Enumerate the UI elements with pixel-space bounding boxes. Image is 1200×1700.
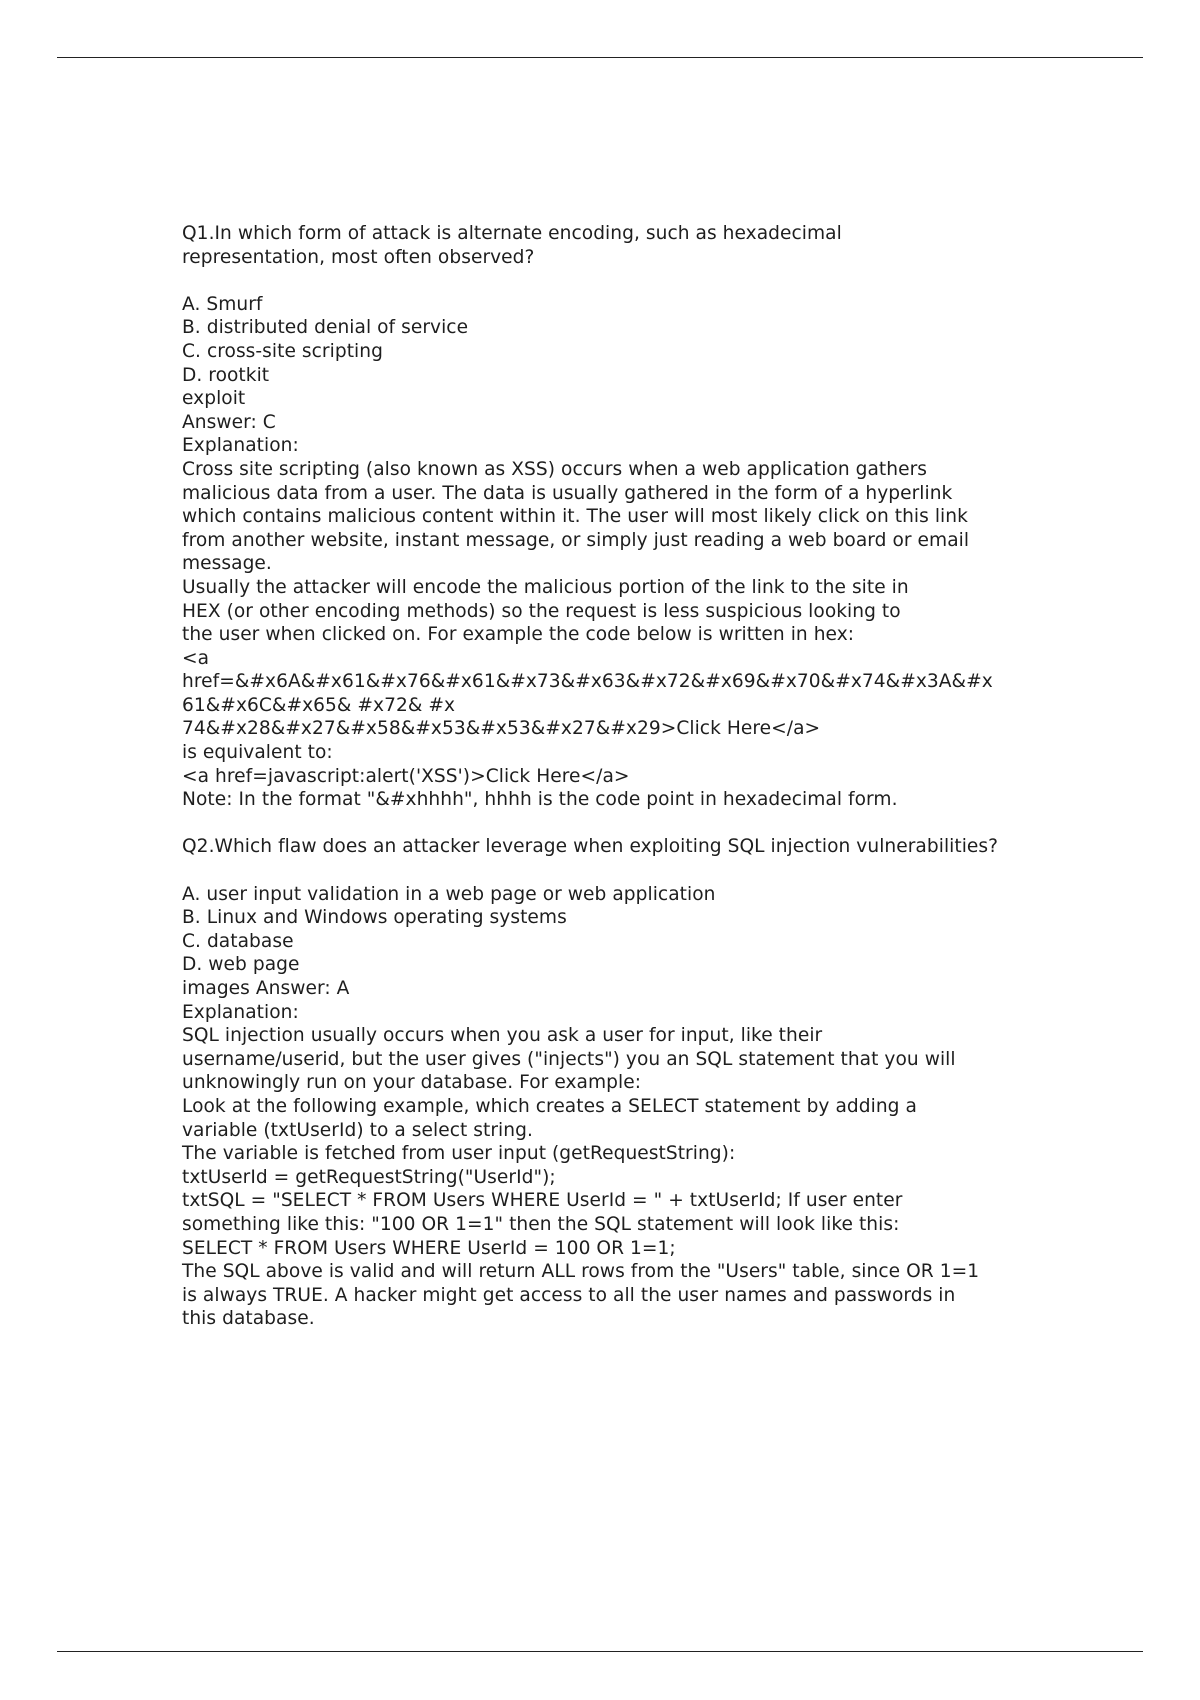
question-1-explanation-line: malicious data from a user. The data is usually gathered in the form of a hyperlink [182,482,953,504]
question-2-explanation-line: this database. [182,1308,315,1330]
question-1-code-line: 74&#x28&#x27&#x58&#x53&#x53&#x27&#x29>Click Here</a> [182,718,821,740]
question-2-option-d: D. web page [182,954,300,976]
question-2 [182,835,1082,1330]
question-2-explanation-line: SQL injection usually occurs when you ask a user for input, like their [182,1025,823,1047]
spacer [182,859,1082,883]
question-1-code-line: href=&#x6A&#x61&#x76&#x61&#x73&#x63&#x72&#x69&#x70&#x74&#x3A&#x [182,671,993,693]
question-1-code-line: <a [182,647,210,669]
question-2-explanation-label: Explanation: [182,1001,299,1023]
question-2-explanation-line: unknowingly run on your database. For example: [182,1072,642,1094]
footer-rule [57,1651,1143,1652]
question-1-answer: Answer: C [182,411,276,433]
question-2-code-line: SELECT * FROM Users WHERE UserId = 100 OR 1=1; [182,1237,676,1259]
question-2-text: Q2.Which flaw does an attacker leverage when exploiting SQL injection vulnerabilities? [182,836,999,858]
question-2-explanation-line: Look at the following example, which creates a SELECT statement by adding a [182,1095,917,1117]
question-2-explanation-line: The variable is fetched from user input (getRequestString): [182,1143,736,1165]
question-1-explanation-line: the user when clicked on. For example the code below is written in hex: [182,624,855,646]
header-rule [57,57,1143,58]
question-1-explanation-line: HEX (or other encoding methods) so the request is less suspicious looking to [182,600,901,622]
question-2-option-b: B. Linux and Windows operating systems [182,907,567,929]
document-body [182,222,1082,1331]
question-2-code-line: txtSQL = "SELECT * FROM Users WHERE UserId = " + txtUserId; If user enter [182,1190,903,1212]
question-2-explanation-line: username/userid, but the user gives ("injects") you an SQL statement that you will [182,1048,956,1070]
spacer [182,812,1082,836]
question-2-option-c: C. database [182,930,294,952]
question-1-option-a: A. Smurf [182,293,263,315]
question-1-text-line-2: representation, most often observed? [182,246,535,268]
question-1-code-line: <a href=javascript:alert('XSS')>Click Here</a> [182,765,630,787]
question-2-explanation-line: variable (txtUserId) to a select string. [182,1119,533,1141]
question-1-explanation-line: which contains malicious content within it. The user will most likely click on this link [182,506,968,528]
question-1-explanation-label: Explanation: [182,435,299,457]
question-1-explanation-line: message. [182,553,272,575]
question-1-explanation-line: Cross site scripting (also known as XSS) occurs when a web application gathers [182,458,928,480]
question-2-explanation-line: something like this: "100 OR 1=1" then the SQL statement will look like this: [182,1213,900,1235]
question-1-option-c: C. cross-site scripting [182,340,383,362]
question-2-answer: images Answer: A [182,978,350,999]
question-1-option-d-continued: exploit [182,388,246,410]
question-2-explanation-line: is always TRUE. A hacker might get access to all the user names and passwords in [182,1284,956,1306]
question-1-note: Note: In the format "&#xhhhh", hhhh is the code point in hexadecimal form. [182,789,898,811]
question-1-explanation-line: is equivalent to: [182,742,333,764]
question-2-option-a: A. user input validation in a web page or web application [182,883,716,905]
question-1-explanation-line: from another website, instant message, or simply just reading a web board or email [182,529,970,551]
question-1 [182,222,1082,812]
question-1-option-b: B. distributed denial of service [182,317,469,339]
spacer [182,269,1082,293]
question-1-option-d: D. rootkit [182,364,270,386]
question-2-explanation-line: The SQL above is valid and will return ALL rows from the "Users" table, since OR 1=1 [182,1261,980,1283]
question-1-code-line: 61&#x6C&#x65& #x72& #x [182,694,456,716]
question-1-text-line-1: Q1.In which form of attack is alternate encoding, such as hexadecimal [182,223,842,244]
question-2-code-line: txtUserId = getRequestString("UserId"); [182,1166,556,1188]
question-1-explanation-line: Usually the attacker will encode the malicious portion of the link to the site in [182,576,909,598]
